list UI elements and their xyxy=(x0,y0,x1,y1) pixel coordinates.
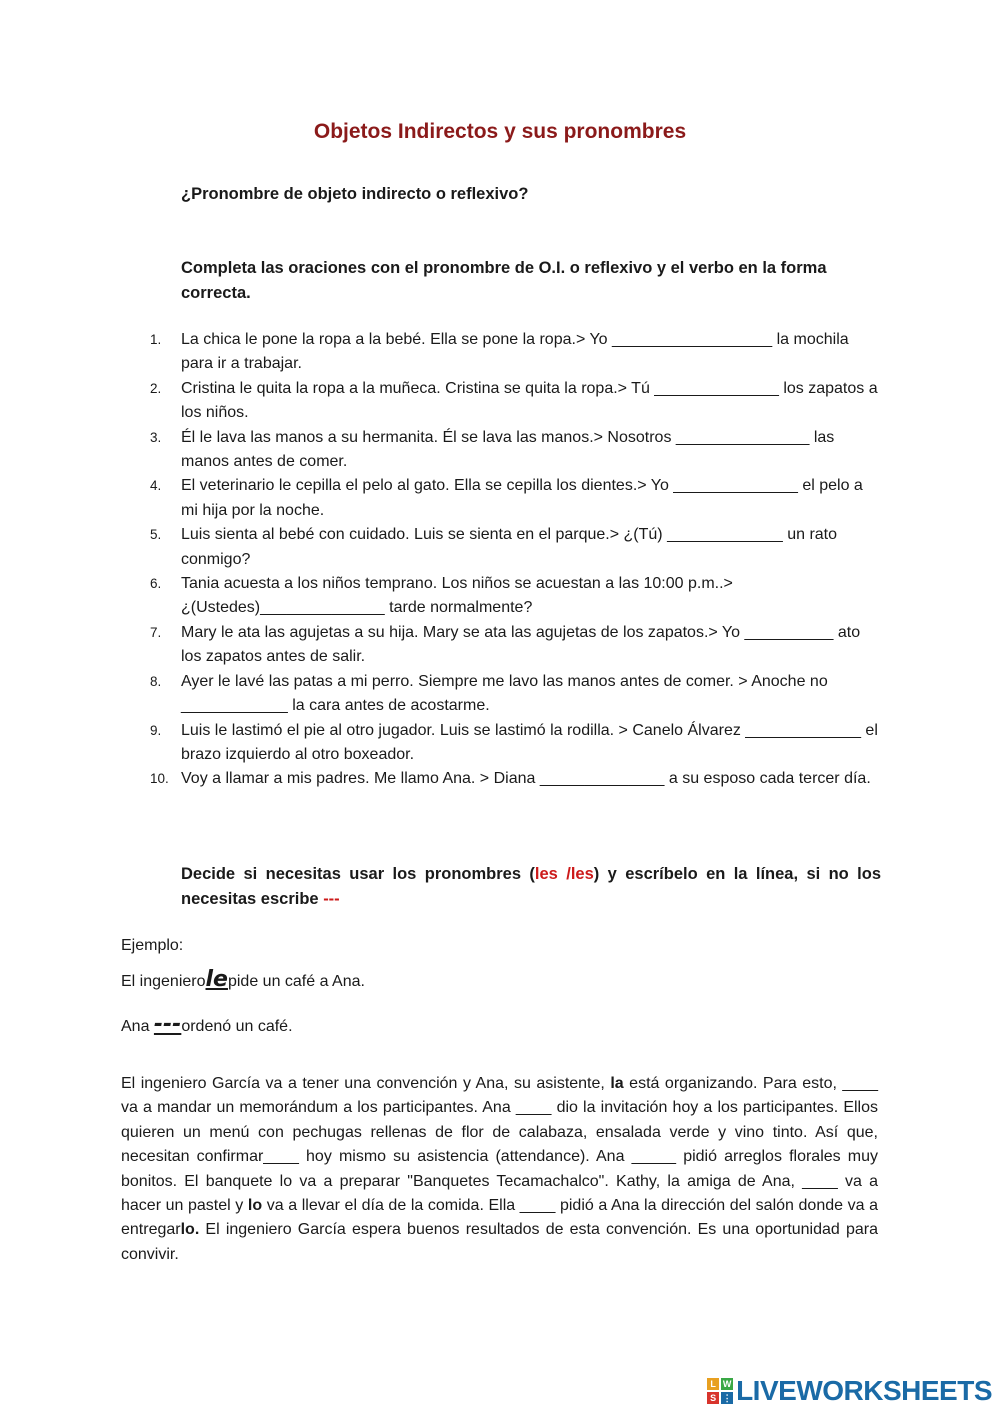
item-number: 3. xyxy=(150,429,162,445)
fill-in-paragraph xyxy=(121,1072,878,1267)
dash-highlight: --- xyxy=(323,890,340,908)
handwritten-answer: le xyxy=(205,967,228,992)
example-text: El ingeniero xyxy=(121,973,206,990)
item-text: Luis sienta al bebé con cuidado. Luis se sienta en el parque.> ¿(Tú) _____________ un rato conmigo? xyxy=(181,526,838,568)
example-sentence-1 xyxy=(121,967,365,992)
exercise-item xyxy=(150,719,880,768)
instructions-text: ) y escríbelo en la línea, si no los necesitas escribe xyxy=(181,865,881,908)
item-text: Voy a llamar a mis padres. Me llamo Ana. > Diana ______________ a su esposo cada tercer día. xyxy=(181,770,871,788)
instructions-text: Decide si necesitas usar los pronombres ( xyxy=(181,865,535,883)
instructions-heading: Completa las oraciones con el pronombre de O.I. o reflexivo y el verbo en la forma correcta. xyxy=(181,259,827,302)
item-number: 8. xyxy=(150,673,162,689)
example-label: Ejemplo: xyxy=(121,937,184,954)
item-text: Luis le lastimó el pie al otro jugador. Luis se lastimó la rodilla. > Canelo Álvarez _____________ el brazo izquierdo al otro boxeador. xyxy=(181,721,878,763)
logo-icon xyxy=(707,1378,733,1404)
item-number: 1. xyxy=(150,332,162,347)
item-number: 6. xyxy=(150,576,162,592)
exercise-item xyxy=(150,572,880,621)
logo-tile: L xyxy=(707,1378,719,1390)
item-text: El veterinario le cepilla el pelo al gato. Ella se cepilla los dientes.> Yo ______________ el pelo a mi hija por la noche. xyxy=(181,477,863,519)
liveworksheets-logo[interactable] xyxy=(707,1376,992,1406)
item-number: 7. xyxy=(150,624,162,640)
item-text: Mary le ata las agujetas a su hija. Mary se ata las agujetas de los zapatos.> Yo __________ ato los zapatos antes de salir. xyxy=(181,623,861,666)
exercise-item xyxy=(150,621,880,670)
item-text: La chica le pone la ropa a la bebé. Ella se pone la ropa.> Yo __________________ la mochila para ir a trabajar. xyxy=(181,331,849,373)
example-text: ordenó un café. xyxy=(181,1018,293,1035)
logo-tile: W xyxy=(722,1379,732,1389)
paragraph-text: El ingeniero García va a tener una convención y Ana, su asistente, xyxy=(121,1075,611,1092)
exercise-list xyxy=(150,328,880,792)
item-number: 9. xyxy=(150,722,162,738)
exercise-item xyxy=(150,328,880,377)
paragraph-text: está organizando. Para esto, ____ va a mandar un memorándum a los participantes. Ana ____ dio la invitación hoy a los participantes. Ellos quieren un menú con pechugas rellenas de flor de calabaza, ensalada verde y vino tinto. Así que, necesitan confirmar____ hoy mismo su asistencia (attendance). Ana _____ pidió arreglos florales muy bonitos. El banquete lo va a preparar "Banquetes Tecamachalco". Kathy, la amiga de Ana, ____ va a hacer un pastel y xyxy=(121,1075,879,1215)
exercise-item xyxy=(150,474,880,523)
bold-pronoun: lo. xyxy=(180,1221,200,1239)
bold-pronoun: la xyxy=(610,1075,624,1092)
example-text: pide un café a Ana. xyxy=(227,973,365,990)
item-text: Tania acuesta a los niños temprano. Los niños se acuestan a las 10:00 p.m..> ¿(Ustedes)______________ tarde normalmente? xyxy=(181,575,733,617)
pronoun-highlight: les /les xyxy=(534,865,594,883)
item-text: Cristina le quita la ropa a la muñeca. Cristina se quita la ropa.> Tú ______________ los zapatos a los niños. xyxy=(181,379,878,422)
page-title: Objetos Indirectos y sus pronombres xyxy=(313,120,687,143)
exercise-item xyxy=(150,767,880,791)
instructions-heading-les xyxy=(181,862,881,912)
example-text: Ana xyxy=(121,1018,154,1035)
section-heading-pronoun-type: ¿Pronombre de objeto indirecto o reflexivo? xyxy=(181,185,529,203)
exercise-item xyxy=(150,426,880,475)
logo-text: LIVEWORKSHEETS xyxy=(736,1375,992,1406)
item-text: Ayer le lavé las patas a mi perro. Siempre me lavo las manos antes de comer. > Anoche no ____________ la cara antes de acostarme. xyxy=(181,672,828,715)
paragraph-text: El ingeniero García espera buenos resultados de esta convención. Es una oportunidad para convivir. xyxy=(121,1221,878,1263)
item-number: 4. xyxy=(150,478,162,494)
item-number: 5. xyxy=(150,527,162,543)
exercise-item xyxy=(150,523,880,572)
item-text: Él le lava las manos a su hermanita. Él se lava las manos.> Nosotros _______________ las manos antes de comer. xyxy=(181,428,835,471)
exercise-item xyxy=(150,670,880,719)
exercise-item xyxy=(150,377,880,426)
bold-pronoun: lo xyxy=(247,1197,263,1215)
handwritten-answer: --- xyxy=(153,1012,182,1037)
paragraph-text: va a llevar el día de la comida. Ella ____ pidió a Ana la dirección del salón donde va a entregar xyxy=(121,1197,879,1239)
item-number: 2. xyxy=(150,380,162,396)
example-sentence-2 xyxy=(121,1012,293,1037)
logo-tile: ⋮ xyxy=(722,1393,732,1403)
item-number: 10. xyxy=(150,771,169,787)
logo-tile: S xyxy=(707,1392,719,1404)
